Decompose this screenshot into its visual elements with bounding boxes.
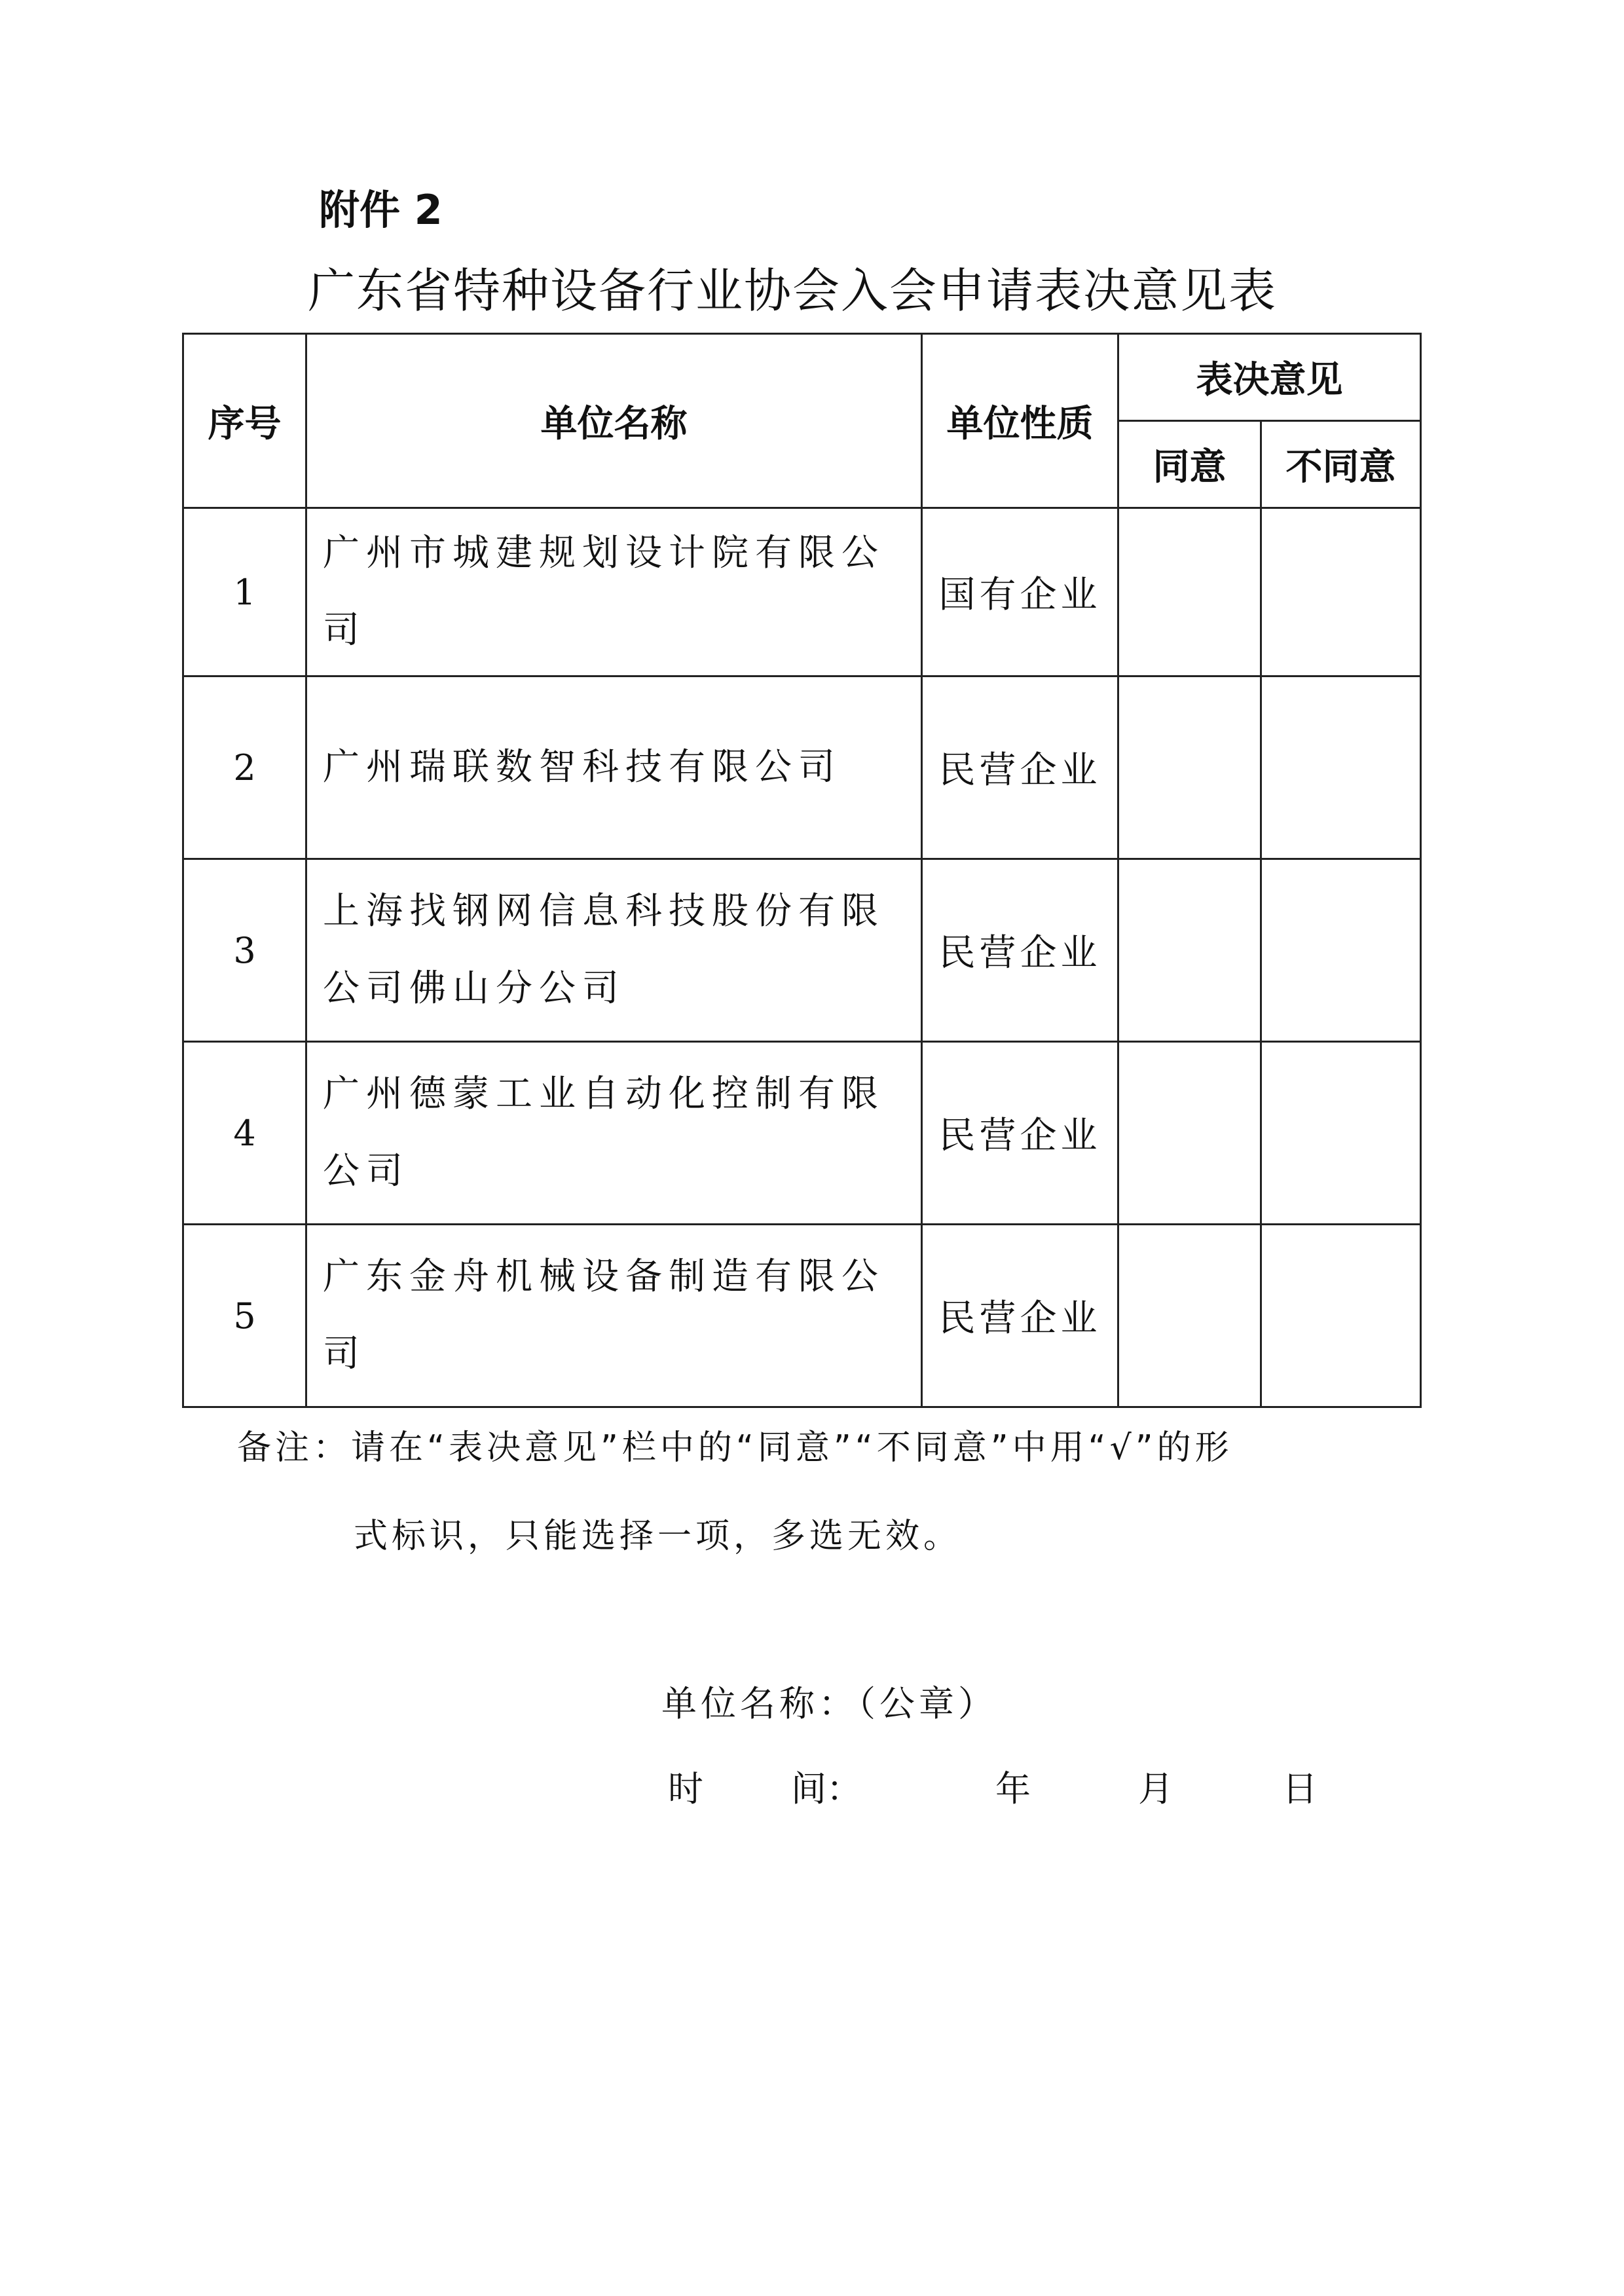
- header-seq: 序号: [183, 334, 306, 508]
- table-row: [183, 676, 1421, 859]
- row-seq: 5: [183, 1225, 306, 1407]
- row-disagree-cell[interactable]: [1261, 859, 1421, 1042]
- table-row: [183, 1042, 1421, 1225]
- signature-time-label-1: 时: [668, 1768, 703, 1809]
- header-disagree: 不同意: [1261, 421, 1421, 508]
- row-unit-type: 民营企业: [922, 1225, 1118, 1407]
- row-unit-type: 民营企业: [922, 1042, 1118, 1225]
- row-unit-type: 民营企业: [922, 676, 1118, 859]
- signature-day: 日: [1282, 1768, 1318, 1809]
- row-agree-cell[interactable]: [1118, 676, 1261, 859]
- signature-time-label-2: 间：: [791, 1768, 862, 1809]
- header-vote: 表决意见: [1118, 334, 1421, 421]
- row-unit-type: 国有企业: [922, 508, 1118, 676]
- row-seq: 1: [183, 508, 306, 676]
- header-agree: 同意: [1118, 421, 1261, 508]
- row-unit-name: 广州市城建规划设计院有限公司: [306, 508, 922, 676]
- row-agree-cell[interactable]: [1118, 1042, 1261, 1225]
- header-unit-name: 单位名称: [306, 334, 922, 508]
- row-agree-cell[interactable]: [1118, 1225, 1261, 1407]
- row-agree-cell[interactable]: [1118, 859, 1261, 1042]
- row-unit-name: 广东金舟机械设备制造有限公司: [306, 1225, 922, 1407]
- signature-month: 月: [1138, 1768, 1173, 1809]
- row-unit-name: 上海找钢网信息科技股份有限公司佛山分公司: [306, 859, 922, 1042]
- row-seq: 4: [183, 1042, 306, 1225]
- row-seq: 3: [183, 859, 306, 1042]
- signature-unit-name: 单位名称：（公章）: [661, 1683, 997, 1724]
- row-disagree-cell[interactable]: [1261, 1225, 1421, 1407]
- row-unit-type: 民营企业: [922, 859, 1118, 1042]
- table-row: [183, 1225, 1421, 1407]
- row-disagree-cell[interactable]: [1261, 1042, 1421, 1225]
- note-line-1: 备注：请在“表决意见”栏中的“同意”“不同意”中用“√”的形: [237, 1428, 1233, 1468]
- row-seq: 2: [183, 676, 306, 859]
- row-disagree-cell[interactable]: [1261, 508, 1421, 676]
- row-unit-name: 广州瑞联数智科技有限公司: [306, 676, 922, 859]
- attachment-label: 附件 2: [319, 186, 443, 234]
- header-unit-type: 单位性质: [922, 334, 1118, 508]
- signature-year: 年: [995, 1768, 1031, 1809]
- document-title: 广东省特种设备行业协会入会申请表决意见表: [308, 263, 1278, 318]
- table-row: [183, 859, 1421, 1042]
- row-unit-name: 广州德蒙工业自动化控制有限公司: [306, 1042, 922, 1225]
- row-disagree-cell[interactable]: [1261, 676, 1421, 859]
- row-agree-cell[interactable]: [1118, 508, 1261, 676]
- vote-table: [182, 333, 1422, 1408]
- table-row: [183, 508, 1421, 676]
- note-line-2: 式标识，只能选择一项，多选无效。: [354, 1517, 962, 1556]
